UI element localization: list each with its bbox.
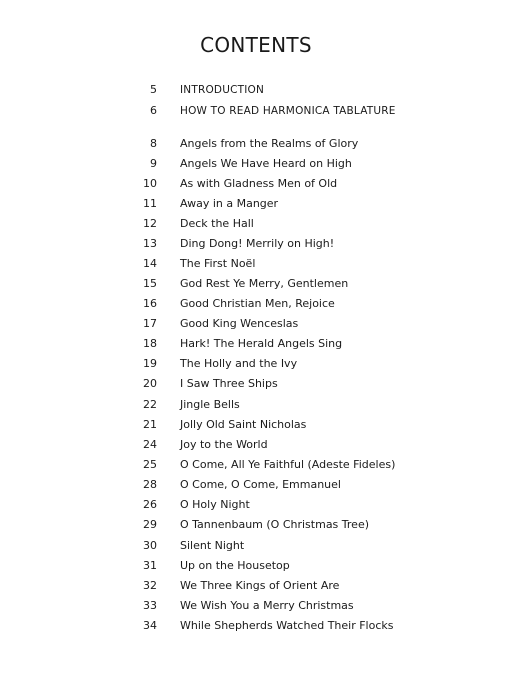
toc-title: INTRODUCTION bbox=[180, 84, 265, 96]
toc-entry bbox=[0, 557, 512, 575]
toc-title: We Wish You a Merry Christmas bbox=[180, 599, 354, 612]
toc-title: While Shepherds Watched Their Flocks bbox=[180, 619, 394, 632]
toc-page-number: 22 bbox=[143, 398, 157, 411]
toc-page-number: 8 bbox=[150, 137, 157, 150]
toc-page-number: 5 bbox=[150, 83, 157, 96]
toc-entry bbox=[0, 496, 512, 514]
toc-title: As with Gladness Men of Old bbox=[180, 177, 338, 190]
toc-page-number: 13 bbox=[143, 237, 157, 250]
toc-title: God Rest Ye Merry, Gentlemen bbox=[180, 277, 349, 290]
toc-title: I Saw Three Ships bbox=[180, 377, 278, 390]
page-title: CONTENTS bbox=[200, 33, 312, 57]
toc-title: We Three Kings of Orient Are bbox=[180, 579, 340, 592]
toc-page-number: 30 bbox=[143, 539, 157, 552]
toc-page-number: 16 bbox=[143, 297, 157, 310]
toc-title: Angels We Have Heard on High bbox=[180, 157, 352, 170]
toc-title: O Come, All Ye Faithful (Adeste Fideles) bbox=[180, 458, 396, 471]
toc-title: Angels from the Realms of Glory bbox=[180, 137, 359, 150]
toc-title: HOW TO READ HARMONICA TABLATURE bbox=[180, 105, 396, 117]
toc-page-number: 9 bbox=[150, 157, 157, 170]
toc-page-number: 12 bbox=[143, 217, 157, 230]
toc-entry bbox=[0, 255, 512, 273]
toc-page-number: 11 bbox=[143, 197, 157, 210]
toc-title: Jolly Old Saint Nicholas bbox=[180, 418, 307, 431]
toc-entry bbox=[0, 295, 512, 313]
toc-page-number: 15 bbox=[143, 277, 157, 290]
toc-title: The Holly and the Ivy bbox=[180, 357, 298, 370]
toc-page-number: 19 bbox=[143, 357, 157, 370]
toc-entry bbox=[0, 275, 512, 293]
toc-page-number: 24 bbox=[143, 438, 157, 451]
toc-title: O Come, O Come, Emmanuel bbox=[180, 478, 341, 491]
toc-entry bbox=[0, 456, 512, 474]
toc-entry bbox=[0, 537, 512, 555]
toc-title: O Tannenbaum (O Christmas Tree) bbox=[180, 518, 369, 531]
toc-page-number: 10 bbox=[143, 177, 157, 190]
toc-entry bbox=[0, 516, 512, 534]
toc-title: O Holy Night bbox=[180, 498, 250, 511]
toc-entry bbox=[0, 102, 512, 120]
toc-entry bbox=[0, 315, 512, 333]
toc-page-number: 33 bbox=[143, 599, 157, 612]
toc-page-number: 21 bbox=[143, 418, 157, 431]
toc-entry bbox=[0, 81, 512, 99]
toc-title: Ding Dong! Merrily on High! bbox=[180, 237, 335, 250]
toc-title: Good King Wenceslas bbox=[180, 317, 299, 330]
toc-entry bbox=[0, 195, 512, 213]
toc-page-number: 25 bbox=[143, 458, 157, 471]
toc-entry bbox=[0, 355, 512, 373]
toc-page-number: 26 bbox=[143, 498, 157, 511]
toc-page-number: 20 bbox=[143, 377, 157, 390]
toc-entry bbox=[0, 597, 512, 615]
toc-page-number: 31 bbox=[143, 559, 157, 572]
toc-entry bbox=[0, 577, 512, 595]
toc-entry bbox=[0, 396, 512, 414]
toc-page-number: 6 bbox=[150, 104, 157, 117]
toc-entry bbox=[0, 235, 512, 253]
toc-entry bbox=[0, 215, 512, 233]
toc-title: Joy to the World bbox=[180, 438, 268, 451]
toc-page-number: 32 bbox=[143, 579, 157, 592]
toc-entry bbox=[0, 617, 512, 635]
toc-entry bbox=[0, 175, 512, 193]
toc-entry bbox=[0, 335, 512, 353]
toc-page-number: 28 bbox=[143, 478, 157, 491]
toc-page-number: 14 bbox=[143, 257, 157, 270]
toc-title: Deck the Hall bbox=[180, 217, 254, 230]
toc-title: The First Noël bbox=[180, 257, 256, 270]
toc-entry bbox=[0, 135, 512, 153]
toc-title: Hark! The Herald Angels Sing bbox=[180, 337, 343, 350]
toc-page-number: 29 bbox=[143, 518, 157, 531]
toc-title: Away in a Manger bbox=[180, 197, 279, 210]
toc-page-number: 17 bbox=[143, 317, 157, 330]
toc-title: Silent Night bbox=[180, 539, 245, 552]
toc-entry bbox=[0, 476, 512, 494]
toc-page-number: 18 bbox=[143, 337, 157, 350]
toc-entry bbox=[0, 375, 512, 393]
toc-entry bbox=[0, 436, 512, 454]
toc-title: Up on the Housetop bbox=[180, 559, 290, 572]
toc-title: Good Christian Men, Rejoice bbox=[180, 297, 335, 310]
toc-entry bbox=[0, 155, 512, 173]
toc-page-number: 34 bbox=[143, 619, 157, 632]
toc-entry bbox=[0, 416, 512, 434]
toc-title: Jingle Bells bbox=[180, 398, 240, 411]
